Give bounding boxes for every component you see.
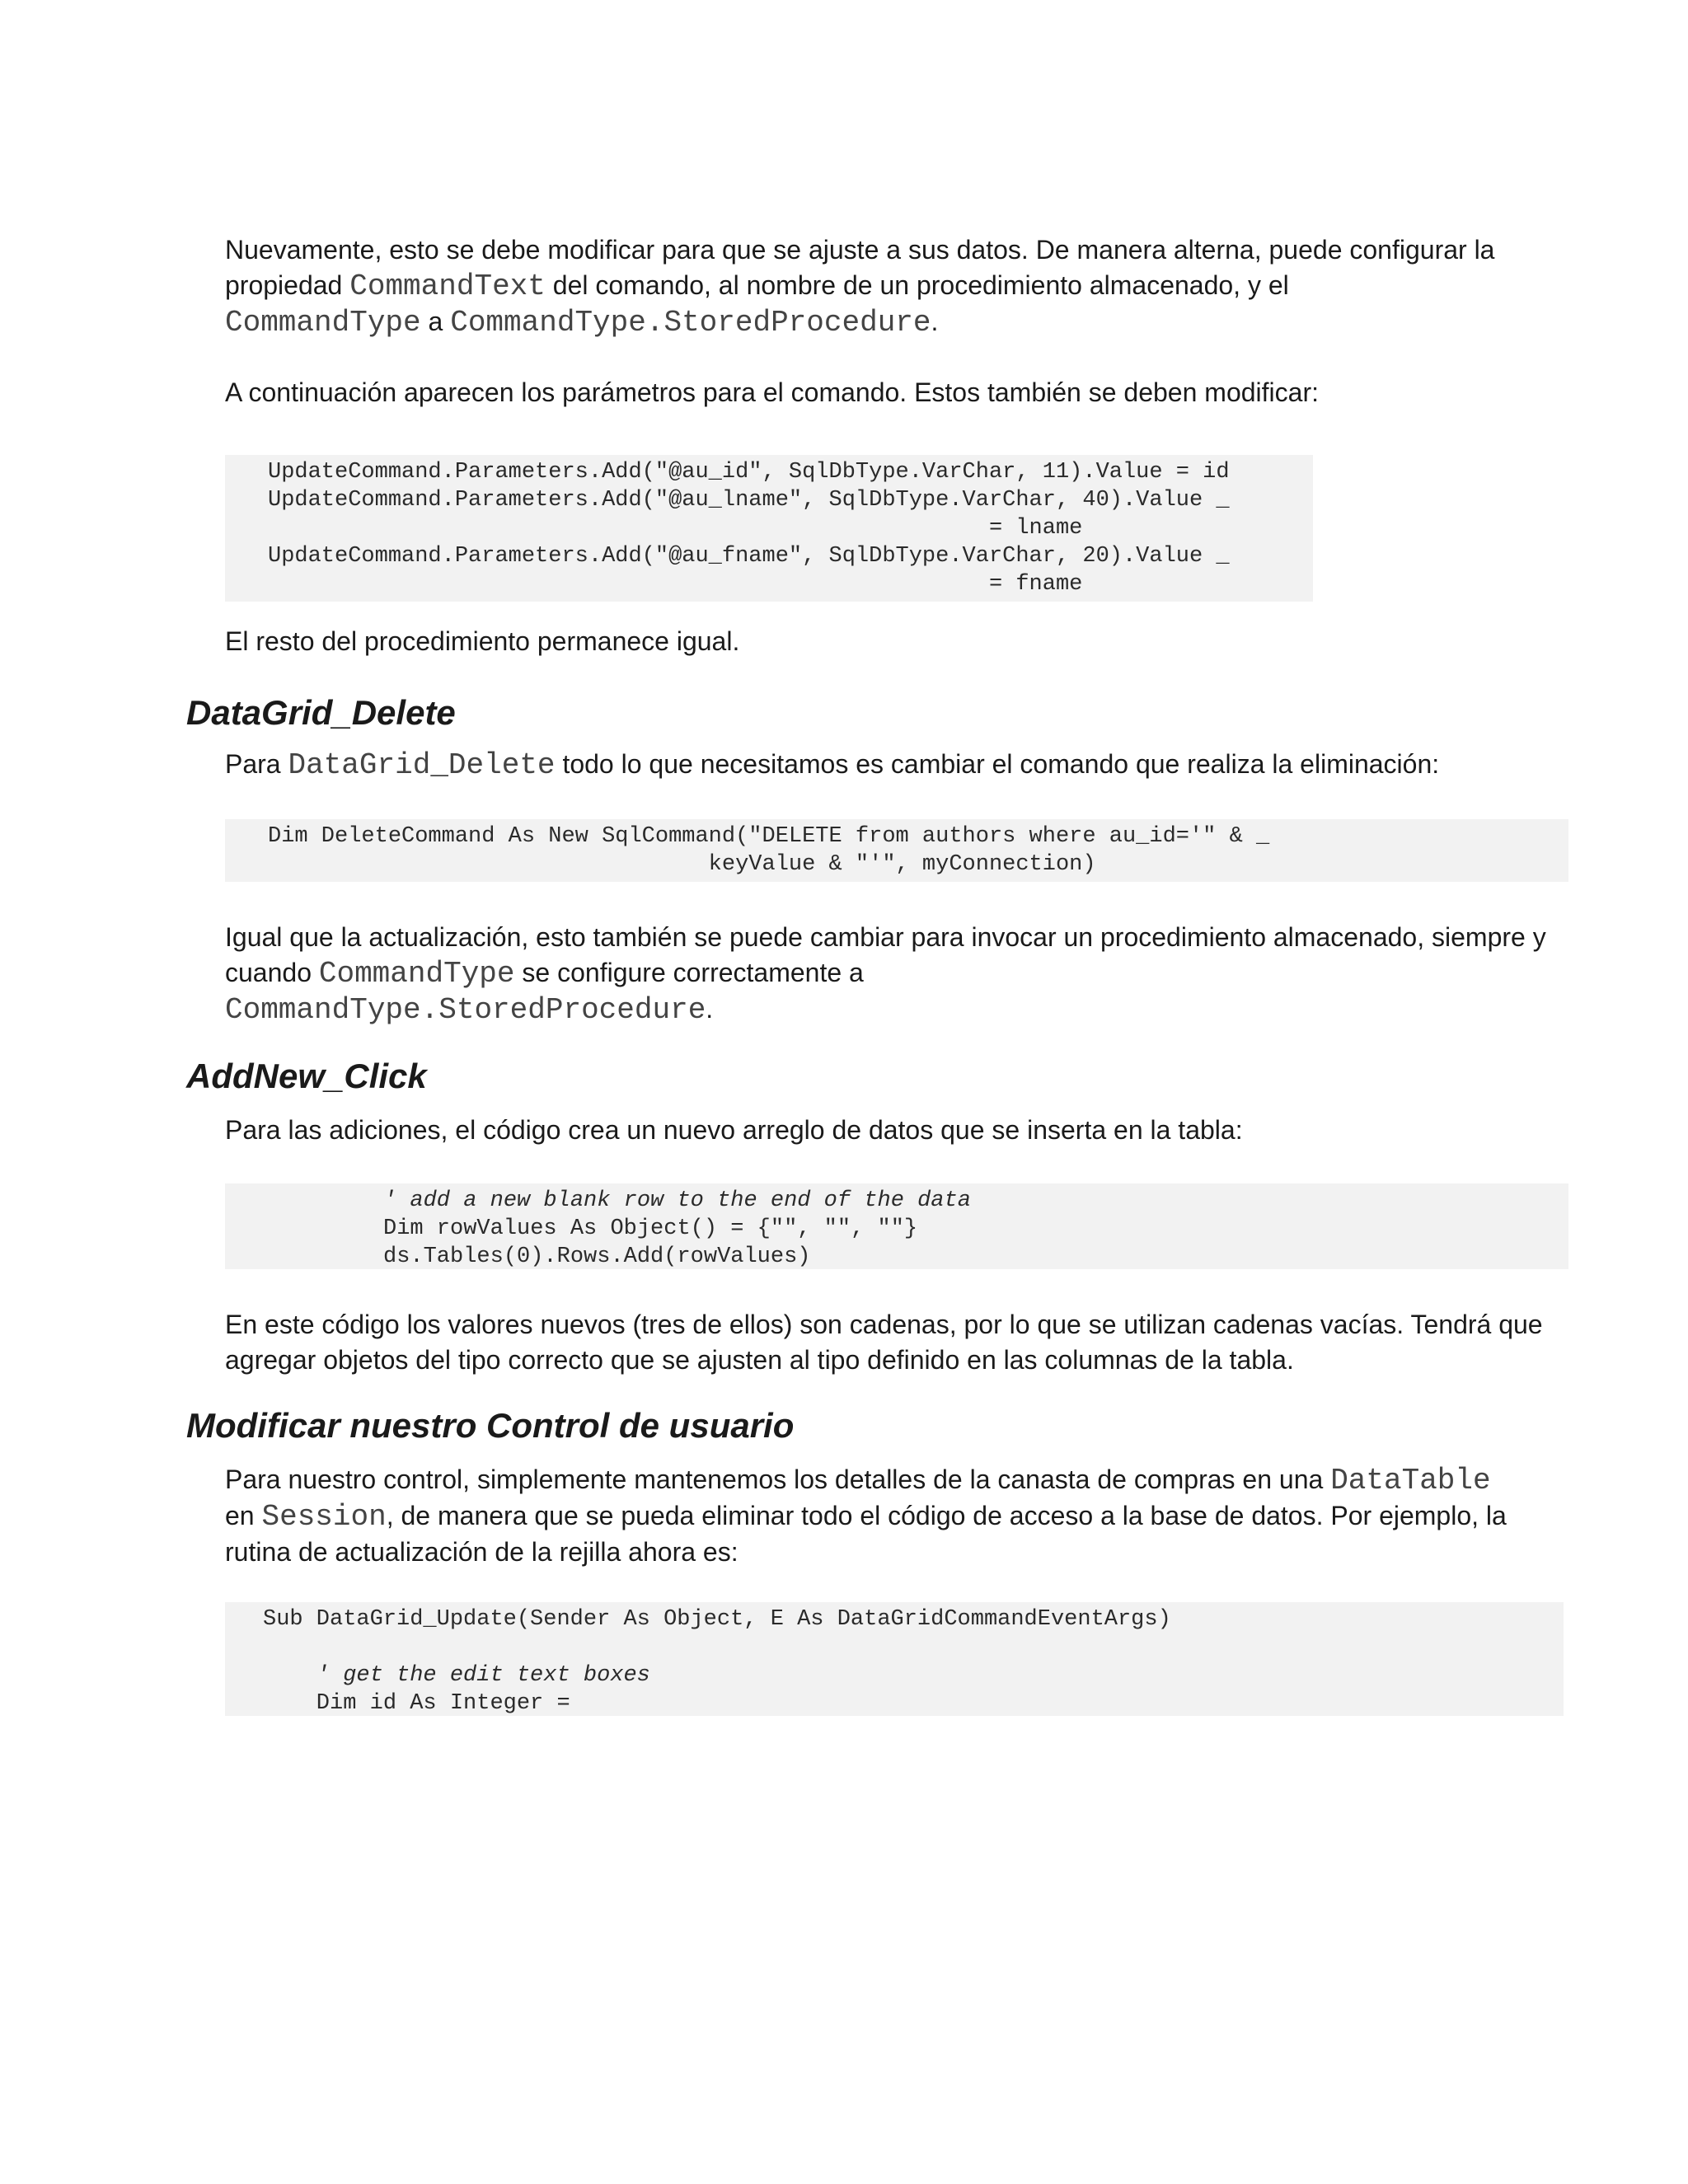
code-line: [263, 1633, 1526, 1661]
inline-code: CommandType.StoredProcedure: [450, 306, 931, 340]
inline-code: DataGrid_Delete: [288, 748, 556, 782]
heading-datagrid-delete: DataGrid_Delete: [186, 693, 456, 732]
text: todo lo que necesitamos es cambiar el comando que realiza la eliminación:: [555, 749, 1440, 779]
code-line: Dim DeleteCommand As New SqlCommand("DELETE from authors where au_id='" & _: [268, 824, 1270, 849]
text: .: [706, 994, 714, 1024]
text: , de manera que se pueda eliminar todo el código de acceso a la base de datos. Por ejemplo, la rutina de actualización de la rejilla ahora es:: [225, 1501, 1507, 1567]
code-line: keyValue & "'", myConnection): [268, 852, 1096, 877]
paragraph-commandtext: [225, 232, 1568, 340]
inline-code: Session: [261, 1500, 387, 1534]
heading-addnew-click: AddNew_Click: [186, 1057, 427, 1095]
code-block-addnew: [225, 1183, 1568, 1269]
heading-modify-user-control: Modificar nuestro Control de usuario: [186, 1406, 795, 1445]
text: del comando, al nombre de un procedimiento almacenado, y el: [545, 270, 1289, 300]
paragraph-parameters-intro: A continuación aparecen los parámetros para el comando. Estos también se deben modificar:: [225, 377, 1319, 407]
code-comment: ' add a new blank row to the end of the data: [383, 1188, 971, 1213]
code-line: Dim id As Integer =: [263, 1691, 570, 1716]
code-line: ds.Tables(0).Rows.Add(rowValues): [383, 1244, 811, 1269]
code-line: UpdateCommand.Parameters.Add("@au_id", SqlDbType.VarChar, 11).Value = id: [268, 460, 1230, 485]
paragraph-empty-strings: En este código los valores nuevos (tres de ellos) son cadenas, por lo que se utilizan cadenas vacías. Tendrá que agregar objetos del tipo correcto que se ajusten al tipo definido en las columnas de la tabla.: [225, 1310, 1543, 1375]
code-block-delete: [225, 819, 1568, 882]
paragraph-addnew-intro: Para las adiciones, el código crea un nuevo arreglo de datos que se inserta en la tabla:: [225, 1115, 1243, 1145]
text: Para: [225, 749, 288, 779]
paragraph-user-control: [225, 1462, 1568, 1570]
text: en: [225, 1501, 262, 1530]
paragraph-rest-same: El resto del procedimiento permanece igual.: [225, 626, 740, 656]
code-block-parameters: [225, 455, 1313, 602]
code-line: Dim rowValues As Object() = {"", "", ""}: [383, 1216, 918, 1241]
inline-code: CommandType: [318, 957, 515, 991]
inline-code: CommandText: [349, 269, 546, 303]
code-block-update: [225, 1602, 1564, 1716]
inline-code: DataTable: [1330, 1464, 1491, 1497]
text: a: [420, 307, 451, 336]
inline-code: CommandType: [225, 306, 421, 340]
code-line: Sub DataGrid_Update(Sender As Object, E As DataGridCommandEventArgs): [263, 1607, 1171, 1632]
code-line: = lname: [268, 516, 1083, 541]
code-line: UpdateCommand.Parameters.Add("@au_lname", SqlDbType.VarChar, 40).Value _: [268, 488, 1230, 513]
code-comment: ' get the edit text boxes: [263, 1663, 650, 1688]
text: Igual que la actualización, esto también se puede cambiar para invocar un procedimiento almacenado, siempre y cuando: [225, 922, 1546, 987]
paragraph-delete-storedproc: [225, 920, 1568, 1028]
text: se configure correctamente a: [514, 958, 864, 987]
text: .: [931, 307, 939, 336]
text: Para nuestro control, simplemente mantenemos los detalles de la canasta de compras en una: [225, 1465, 1331, 1494]
text: Nuevamente, esto se debe modificar para que se ajuste a sus datos. De manera alterna, puede configurar la propiedad: [225, 235, 1495, 300]
inline-code: CommandType.StoredProcedure: [225, 993, 706, 1027]
paragraph-delete-intro: [225, 747, 1568, 783]
code-line: UpdateCommand.Parameters.Add("@au_fname", SqlDbType.VarChar, 20).Value _: [268, 544, 1230, 569]
code-line: = fname: [268, 572, 1083, 597]
